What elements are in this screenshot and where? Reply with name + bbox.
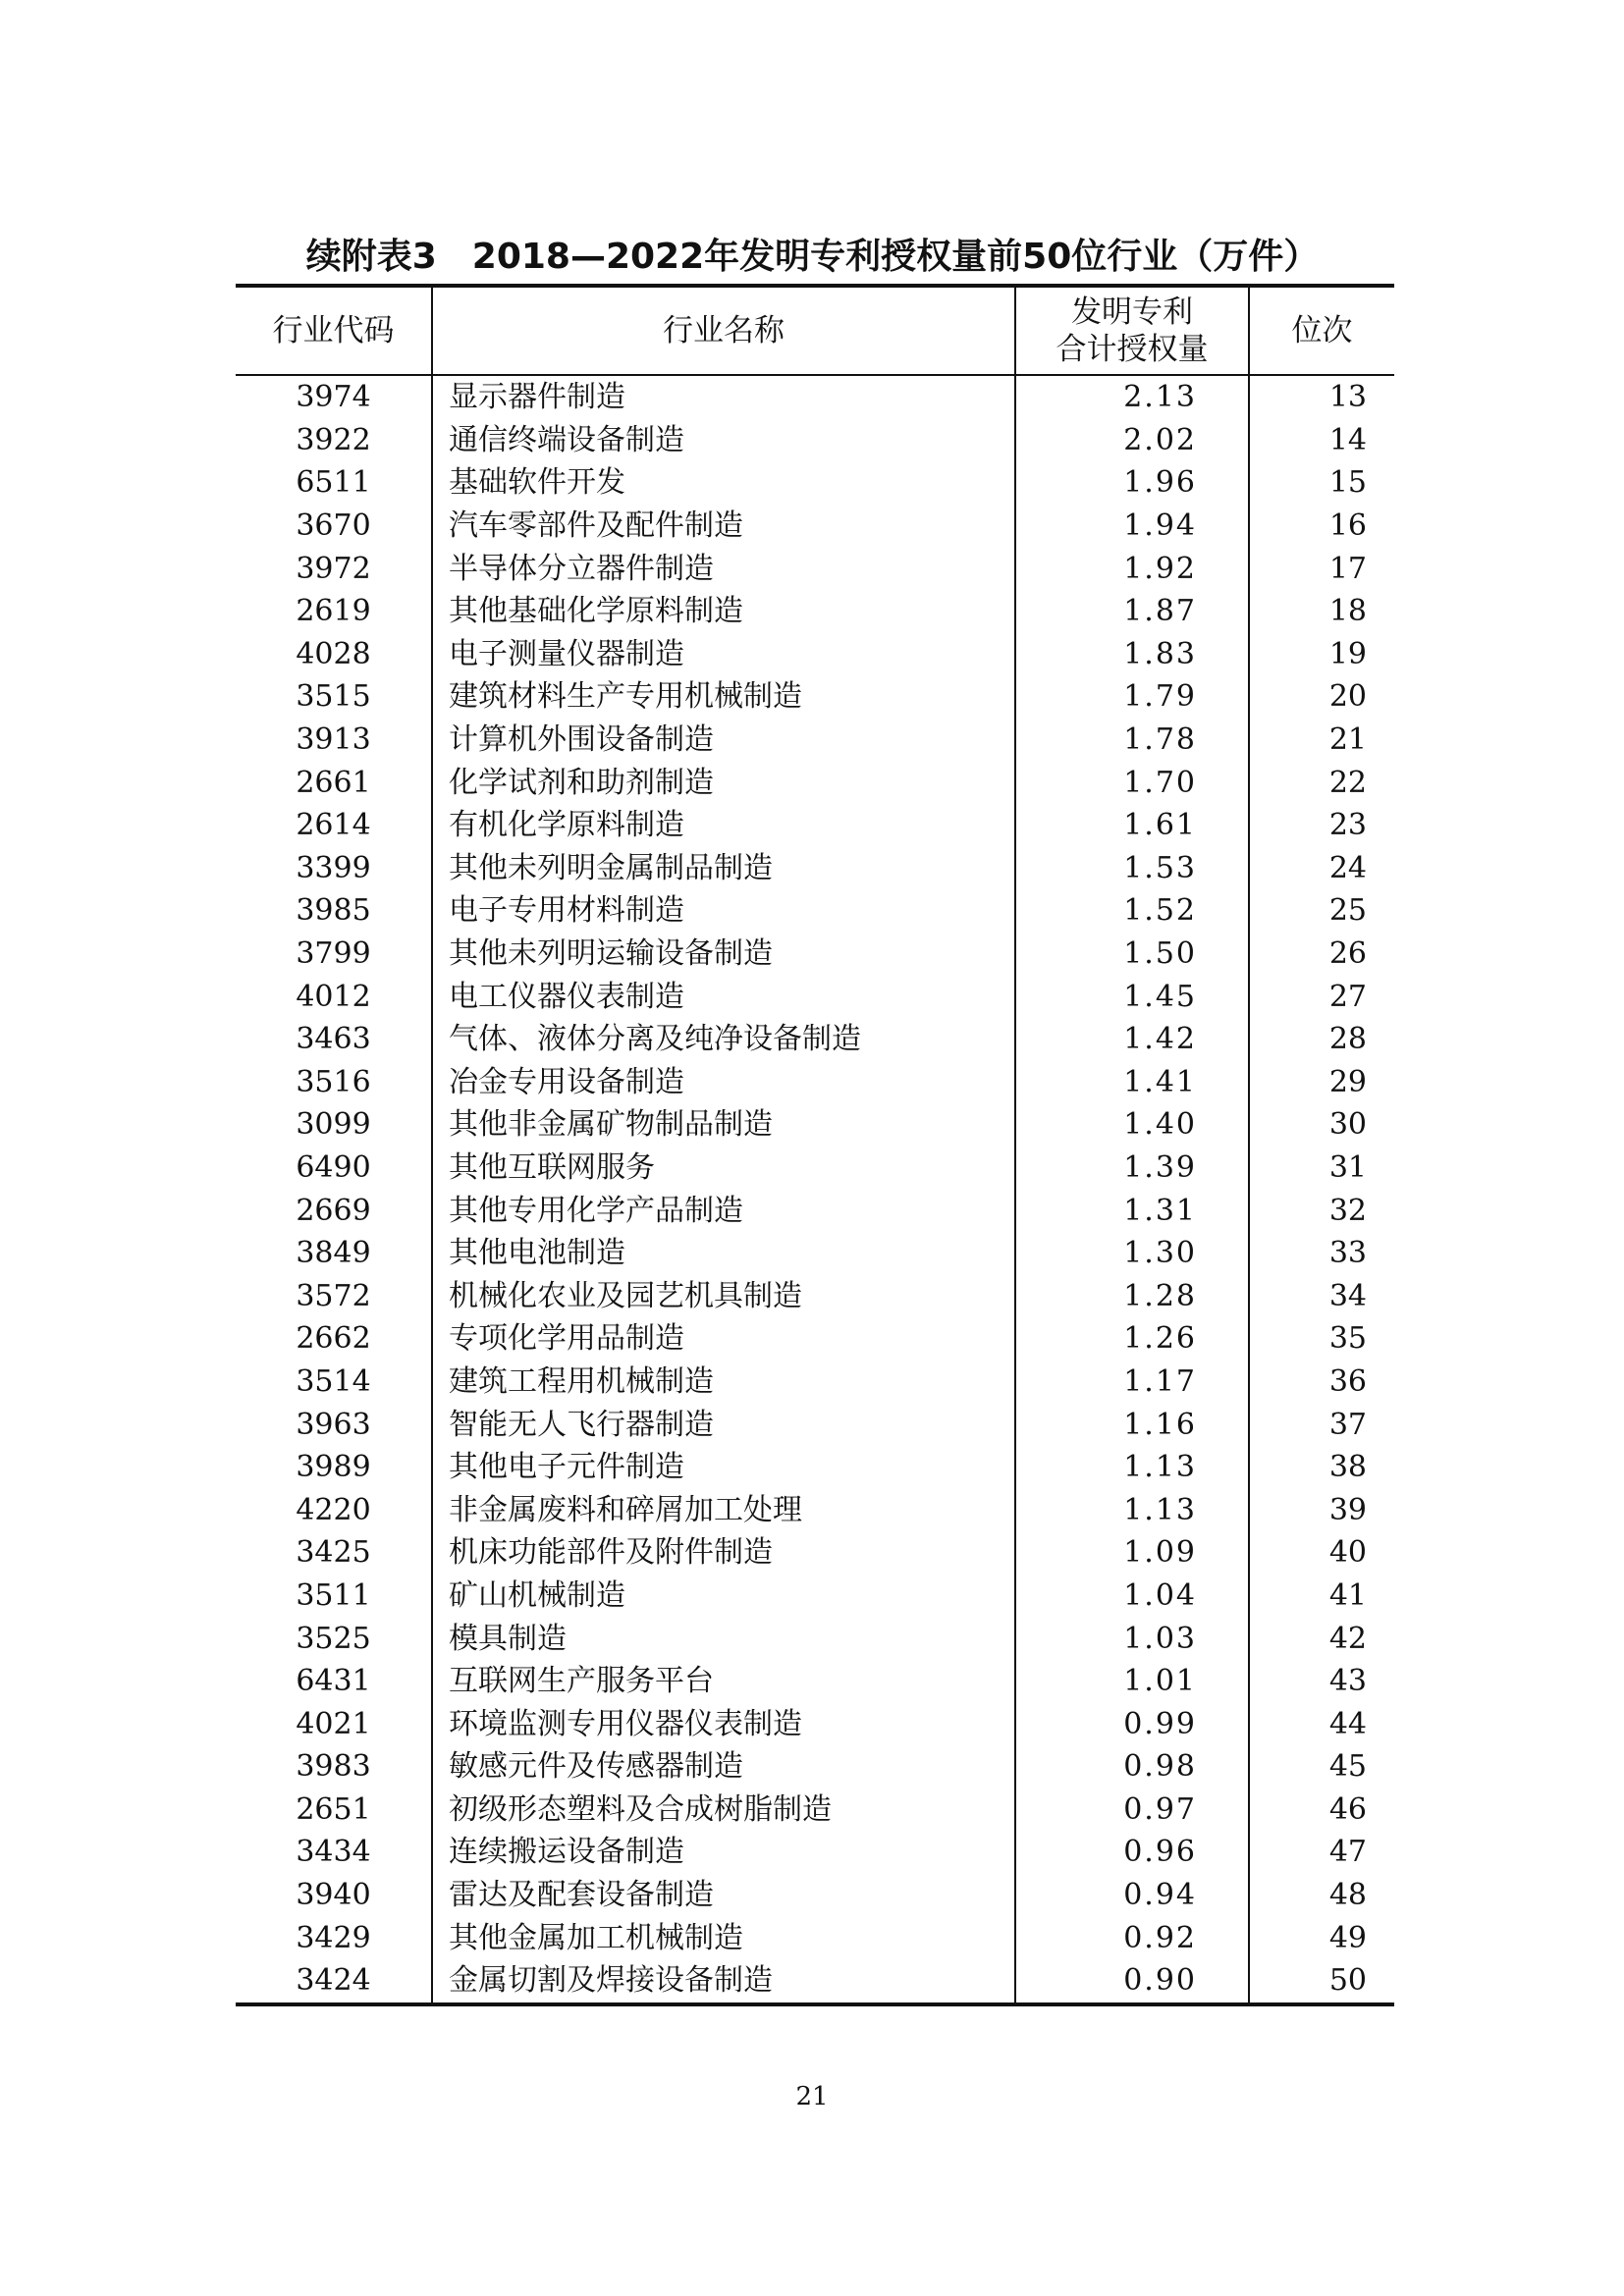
rank-cell: 22 [1249,761,1394,804]
industry-code-cell: 2662 [296,1321,371,1357]
patent-total-cell: 1.31 [1015,1189,1249,1232]
table-row [236,1361,1394,1404]
patent-total-cell: 1.09 [1015,1531,1249,1575]
patent-total-cell: 1.39 [1015,1147,1249,1190]
industry-code-cell: 4012 [296,979,371,1014]
industry-code-cell: 2661 [296,765,371,800]
patent-total-cell: 2.02 [1015,419,1249,462]
rank-cell: 48 [1249,1874,1394,1917]
rank-cell: 29 [1249,1061,1394,1104]
industry-name-cell: 专项化学用品制造 [432,1317,1015,1361]
table-row [236,1874,1394,1917]
table-row [236,1617,1394,1660]
industry-name-cell: 敏感元件及传感器制造 [432,1745,1015,1789]
industry-code-cell: 3572 [296,1278,371,1313]
rank-cell: 40 [1249,1531,1394,1575]
industry-code-cell: 3511 [296,1577,371,1613]
table-row [236,1274,1394,1317]
rank-cell: 20 [1249,675,1394,719]
industry-name-cell: 模具制造 [432,1617,1015,1660]
industry-name-cell: 其他非金属矿物制品制造 [432,1103,1015,1147]
industry-code-cell: 4028 [296,636,371,671]
industry-name-cell: 其他未列明金属制品制造 [432,847,1015,890]
patent-total-cell: 1.52 [1015,889,1249,933]
industry-name-cell: 其他互联网服务 [432,1147,1015,1190]
table-row [236,889,1394,933]
industry-code-cell: 3799 [296,936,371,972]
table-row [236,1403,1394,1446]
patent-total-cell: 1.87 [1015,590,1249,633]
table-title: 续附表3 2018—2022年发明专利授权量前50位行业（万件） [305,237,1320,277]
header-industry-code: 行业代码 [272,313,395,348]
table-row [236,1103,1394,1147]
industry-name-cell: 气体、液体分离及纯净设备制造 [432,1018,1015,1061]
patent-total-cell: 0.97 [1015,1789,1249,1832]
table-row [236,1446,1394,1489]
rank-cell: 24 [1249,847,1394,890]
industry-code-cell: 3849 [296,1236,371,1271]
rank-cell: 26 [1249,933,1394,976]
industry-name-cell: 化学试剂和助剂制造 [432,761,1015,804]
table-body [236,375,1394,2004]
rank-cell: 33 [1249,1232,1394,1275]
industry-code-cell: 3963 [296,1407,371,1442]
table-row [236,1018,1394,1061]
rank-cell: 49 [1249,1916,1394,1959]
industry-name-cell: 初级形态塑料及合成树脂制造 [432,1789,1015,1832]
patent-total-cell: 1.04 [1015,1575,1249,1618]
rank-cell: 50 [1249,1959,1394,2004]
rank-cell: 32 [1249,1189,1394,1232]
table-row [236,1745,1394,1789]
patent-total-cell: 1.79 [1015,675,1249,719]
industry-code-cell: 3974 [296,380,371,415]
industry-code-cell: 3972 [296,551,371,586]
patent-total-cell: 1.83 [1015,633,1249,676]
rank-cell: 19 [1249,633,1394,676]
table-row [236,1916,1394,1959]
patent-total-cell: 1.01 [1015,1660,1249,1703]
industry-name-cell: 其他基础化学原料制造 [432,590,1015,633]
rank-cell: 43 [1249,1660,1394,1703]
industry-name-cell: 雷达及配套设备制造 [432,1874,1015,1917]
patent-total-cell: 0.90 [1015,1959,1249,2004]
patent-total-cell: 0.99 [1015,1702,1249,1745]
patent-total-cell: 1.50 [1015,933,1249,976]
rank-cell: 18 [1249,590,1394,633]
industry-name-cell: 汽车零部件及配件制造 [432,505,1015,548]
rank-cell: 34 [1249,1274,1394,1317]
patent-total-cell: 1.26 [1015,1317,1249,1361]
industry-code-cell: 3425 [296,1535,371,1571]
industry-name-cell: 计算机外围设备制造 [432,719,1015,762]
industry-code-cell: 3463 [296,1022,371,1057]
patent-industry-table [236,284,1394,2006]
industry-name-cell: 电子测量仪器制造 [432,633,1015,676]
industry-name-cell: 通信终端设备制造 [432,419,1015,462]
industry-name-cell: 建筑材料生产专用机械制造 [432,675,1015,719]
industry-code-cell: 3424 [296,1963,371,1999]
industry-code-cell: 2619 [296,594,371,629]
rank-cell: 27 [1249,975,1394,1018]
industry-name-cell: 金属切割及焊接设备制造 [432,1959,1015,2004]
table-row [236,675,1394,719]
rank-cell: 15 [1249,461,1394,505]
table-row [236,1575,1394,1618]
table-row [236,1959,1394,2004]
rank-cell: 17 [1249,547,1394,590]
industry-code-cell: 3515 [296,679,371,715]
industry-code-cell: 2669 [296,1193,371,1228]
table-row [236,1189,1394,1232]
table-row [236,1147,1394,1190]
table-row [236,1232,1394,1275]
industry-name-cell: 有机化学原料制造 [432,804,1015,847]
patent-total-cell: 1.61 [1015,804,1249,847]
industry-code-cell: 3670 [296,508,371,544]
table-row [236,375,1394,419]
industry-name-cell: 显示器件制造 [432,375,1015,419]
industry-name-cell: 智能无人飞行器制造 [432,1403,1015,1446]
header-patent-total-line2: 合计授权量 [1056,332,1209,367]
table-row [236,1061,1394,1104]
table-header [236,286,1394,375]
rank-cell: 14 [1249,419,1394,462]
table-row [236,1660,1394,1703]
industry-name-cell: 其他专用化学产品制造 [432,1189,1015,1232]
rank-cell: 35 [1249,1317,1394,1361]
industry-name-cell: 其他金属加工机械制造 [432,1916,1015,1959]
industry-name-cell: 矿山机械制造 [432,1575,1015,1618]
table-row [236,1702,1394,1745]
table-row [236,933,1394,976]
rank-cell: 39 [1249,1488,1394,1531]
rank-cell: 41 [1249,1575,1394,1618]
industry-code-cell: 4220 [296,1492,371,1527]
industry-code-cell: 3429 [296,1920,371,1955]
industry-name-cell: 基础软件开发 [432,461,1015,505]
table-row [236,719,1394,762]
industry-code-cell: 6431 [296,1664,371,1699]
patent-total-cell: 1.17 [1015,1361,1249,1404]
patent-total-cell: 0.96 [1015,1831,1249,1874]
patent-total-cell: 1.53 [1015,847,1249,890]
rank-cell: 23 [1249,804,1394,847]
industry-name-cell: 冶金专用设备制造 [432,1061,1015,1104]
industry-code-cell: 3434 [296,1835,371,1870]
industry-name-cell: 其他电子元件制造 [432,1446,1015,1489]
header-industry-name: 行业名称 [432,286,1015,375]
rank-cell: 28 [1249,1018,1394,1061]
patent-total-cell: 1.96 [1015,461,1249,505]
rank-cell: 21 [1249,719,1394,762]
header-patent-total [1015,286,1249,375]
industry-code-cell: 3913 [296,722,371,758]
industry-name-cell: 机床功能部件及附件制造 [432,1531,1015,1575]
table-row [236,633,1394,676]
patent-total-cell: 1.30 [1015,1232,1249,1275]
rank-cell: 47 [1249,1831,1394,1874]
table-row [236,590,1394,633]
industry-code-cell: 3514 [296,1363,371,1399]
industry-code-cell: 3983 [296,1749,371,1785]
patent-total-cell: 1.70 [1015,761,1249,804]
industry-name-cell: 半导体分立器件制造 [432,547,1015,590]
rank-cell: 36 [1249,1361,1394,1404]
rank-cell: 46 [1249,1789,1394,1832]
patent-total-cell: 1.41 [1015,1061,1249,1104]
table-row [236,804,1394,847]
patent-total-cell: 1.03 [1015,1617,1249,1660]
rank-cell: 13 [1249,375,1394,419]
industry-name-cell: 电工仪器仪表制造 [432,975,1015,1018]
patent-total-cell: 1.13 [1015,1488,1249,1531]
industry-code-cell: 3940 [296,1878,371,1913]
table-row [236,1317,1394,1361]
industry-code-cell: 3985 [296,893,371,929]
table-row [236,505,1394,548]
industry-name-cell: 电子专用材料制造 [432,889,1015,933]
rank-cell: 45 [1249,1745,1394,1789]
rank-cell: 30 [1249,1103,1394,1147]
patent-total-cell: 2.13 [1015,375,1249,419]
table-row [236,761,1394,804]
industry-code-cell: 2651 [296,1791,371,1827]
industry-code-cell: 6511 [296,465,371,501]
page-number: 21 [795,2082,829,2111]
industry-code-cell: 3516 [296,1064,371,1099]
industry-name-cell: 其他电池制造 [432,1232,1015,1275]
industry-code-cell: 3399 [296,850,371,885]
table-row [236,847,1394,890]
industry-name-cell: 建筑工程用机械制造 [432,1361,1015,1404]
rank-cell: 42 [1249,1617,1394,1660]
table-row [236,1831,1394,1874]
table-row [236,1488,1394,1531]
patent-total-cell: 0.92 [1015,1916,1249,1959]
table-row [236,547,1394,590]
patent-total-cell: 1.92 [1015,547,1249,590]
patent-total-cell: 1.94 [1015,505,1249,548]
table-row [236,461,1394,505]
patent-total-cell: 1.16 [1015,1403,1249,1446]
rank-cell: 25 [1249,889,1394,933]
industry-code-cell: 2614 [296,808,371,843]
patent-total-cell: 0.94 [1015,1874,1249,1917]
industry-code-cell: 3099 [296,1107,371,1143]
rank-cell: 38 [1249,1446,1394,1489]
industry-name-cell: 机械化农业及园艺机具制造 [432,1274,1015,1317]
industry-name-cell: 互联网生产服务平台 [432,1660,1015,1703]
industry-name-cell: 连续搬运设备制造 [432,1831,1015,1874]
patent-total-cell: 1.42 [1015,1018,1249,1061]
table-row [236,419,1394,462]
patent-total-cell: 1.13 [1015,1446,1249,1489]
industry-code-cell: 4021 [296,1706,371,1741]
patent-total-cell: 1.28 [1015,1274,1249,1317]
industry-code-cell: 3922 [296,422,371,457]
patent-total-cell: 0.98 [1015,1745,1249,1789]
table-row [236,1531,1394,1575]
industry-name-cell: 其他未列明运输设备制造 [432,933,1015,976]
patent-total-cell: 1.45 [1015,975,1249,1018]
rank-cell: 16 [1249,505,1394,548]
table-row [236,975,1394,1018]
industry-name-cell: 环境监测专用仪器仪表制造 [432,1702,1015,1745]
patent-total-cell: 1.78 [1015,719,1249,762]
rank-cell: 31 [1249,1147,1394,1190]
industry-code-cell: 3525 [296,1621,371,1656]
table-row [236,1789,1394,1832]
header-row [236,286,1394,375]
industry-code-cell: 3989 [296,1450,371,1485]
header-rank: 位次 [1249,286,1394,375]
header-patent-total-line1: 发明专利 [1071,294,1193,330]
industry-name-cell: 非金属废料和碎屑加工处理 [432,1488,1015,1531]
rank-cell: 44 [1249,1702,1394,1745]
patent-total-cell: 1.40 [1015,1103,1249,1147]
rank-cell: 37 [1249,1403,1394,1446]
industry-code-cell: 6490 [296,1149,371,1185]
